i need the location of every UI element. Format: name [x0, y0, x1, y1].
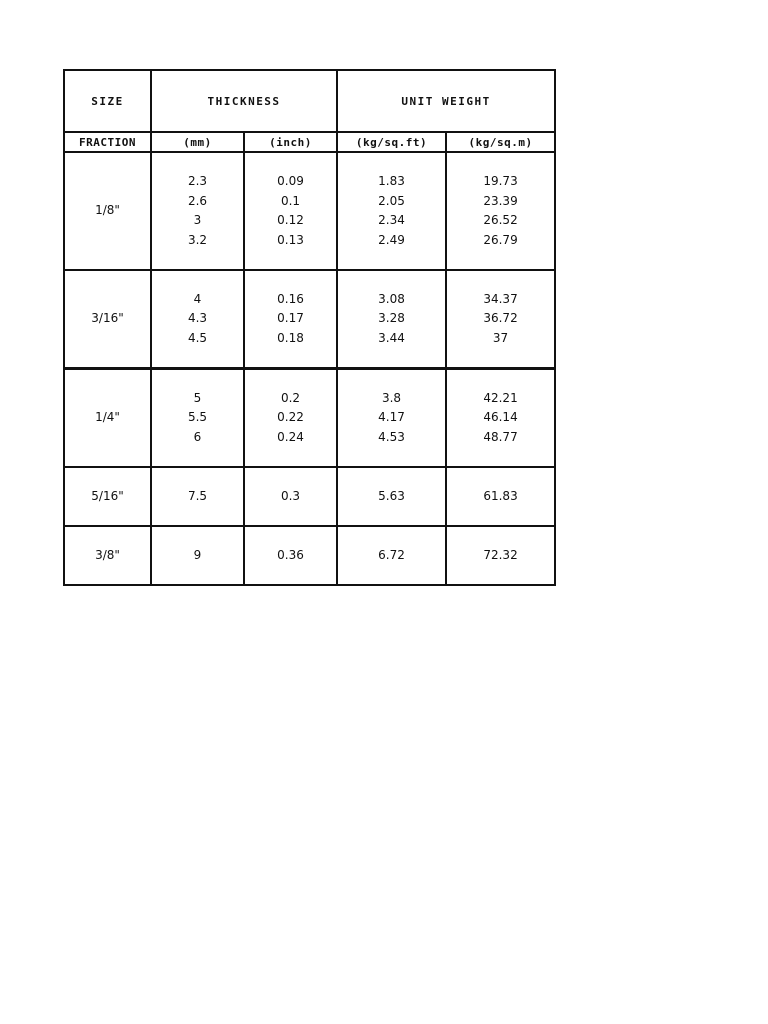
kg-sqft-value: 2.05 [378, 193, 405, 208]
kg-sqm-value: 26.79 [483, 232, 518, 247]
kg-sqft-value: 6.72 [378, 547, 405, 562]
table-row [64, 467, 555, 526]
mm-value: 4 [193, 291, 202, 306]
table-row [64, 152, 555, 270]
mm-value: 6 [193, 429, 202, 444]
inch-header: (inch) [244, 132, 337, 152]
inch-value: 0.2 [280, 390, 301, 405]
header-row-units [64, 132, 555, 152]
kg-sqft-value: 2.49 [378, 232, 405, 247]
inch-value: 0.09 [277, 174, 304, 188]
mm-header: (mm) [151, 132, 244, 152]
kg-sqm-value: 37 [492, 330, 509, 345]
kg-sqft-header: (kg/sq.ft) [337, 132, 446, 152]
inch-cell [244, 467, 337, 526]
kg-sqm-cell [446, 270, 555, 369]
size-group [64, 152, 555, 270]
fraction-header: FRACTION [64, 132, 151, 152]
inch-value: 0.24 [277, 429, 304, 444]
inch-value: 0.12 [277, 213, 304, 227]
mm-value: 3.2 [187, 232, 208, 247]
size-group [64, 270, 555, 369]
inch-value: 0.22 [277, 410, 304, 425]
mm-cell [151, 526, 244, 585]
inch-value: 0.16 [277, 291, 304, 306]
size-cell: 5/16" [64, 467, 151, 526]
thickness-weight-table [63, 69, 556, 586]
kg-sqm-value: 42.21 [483, 390, 518, 405]
mm-value: 2.3 [187, 174, 208, 188]
kg-sqft-cell [337, 369, 446, 468]
kg-sqm-value: 19.73 [483, 174, 518, 188]
size-cell: 3/8" [64, 526, 151, 585]
inch-value: 0.36 [277, 547, 304, 562]
size-cell: 1/4" [64, 369, 151, 468]
inch-value: 0.3 [280, 488, 301, 503]
inch-cell [244, 152, 337, 270]
kg-sqm-header: (kg/sq.m) [446, 132, 555, 152]
mm-value: 3 [193, 213, 202, 227]
kg-sqft-value: 2.34 [378, 213, 405, 227]
mm-value: 4.5 [187, 330, 208, 345]
unit-weight-header: UNIT WEIGHT [337, 70, 555, 132]
size-header: SIZE [64, 70, 151, 132]
size-group [64, 526, 555, 585]
mm-value: 5 [193, 390, 202, 405]
kg-sqft-value: 4.53 [378, 429, 405, 444]
inch-value: 0.13 [277, 232, 304, 247]
mm-cell [151, 152, 244, 270]
table-row [64, 270, 555, 369]
table-row [64, 369, 555, 468]
inch-cell [244, 270, 337, 369]
kg-sqft-value: 3.08 [378, 291, 405, 306]
size-cell: 1/8" [64, 152, 151, 270]
inch-value: 0.17 [277, 311, 304, 326]
kg-sqft-value: 5.63 [378, 488, 405, 503]
mm-value: 9 [193, 547, 202, 562]
inch-value: 0.18 [277, 330, 304, 345]
table-header [64, 70, 555, 152]
thickness-header: THICKNESS [151, 70, 337, 132]
kg-sqft-value: 3.8 [381, 390, 402, 405]
kg-sqm-cell [446, 467, 555, 526]
kg-sqm-value: 26.52 [483, 213, 518, 227]
kg-sqm-value: 36.72 [483, 311, 518, 326]
kg-sqft-cell [337, 152, 446, 270]
kg-sqft-value: 1.83 [378, 174, 405, 188]
header-row-main [64, 70, 555, 132]
size-group [64, 369, 555, 468]
kg-sqft-cell [337, 526, 446, 585]
kg-sqm-cell [446, 152, 555, 270]
kg-sqm-value: 61.83 [483, 488, 518, 503]
inch-value: 0.1 [280, 193, 301, 208]
kg-sqm-value: 46.14 [483, 410, 518, 425]
mm-value: 5.5 [187, 410, 208, 425]
mm-cell [151, 467, 244, 526]
mm-value: 7.5 [187, 488, 208, 503]
kg-sqft-cell [337, 270, 446, 369]
kg-sqft-value: 3.28 [378, 311, 405, 326]
kg-sqm-value: 23.39 [483, 193, 518, 208]
kg-sqm-cell [446, 369, 555, 468]
table-row [64, 526, 555, 585]
kg-sqft-value: 4.17 [378, 410, 405, 425]
kg-sqft-cell [337, 467, 446, 526]
size-group [64, 467, 555, 526]
kg-sqm-value: 72.32 [483, 547, 518, 562]
inch-cell [244, 526, 337, 585]
kg-sqm-cell [446, 526, 555, 585]
mm-value: 2.6 [187, 193, 208, 208]
mm-cell [151, 270, 244, 369]
mm-cell [151, 369, 244, 468]
mm-value: 4.3 [187, 311, 208, 326]
inch-cell [244, 369, 337, 468]
size-cell: 3/16" [64, 270, 151, 369]
kg-sqft-value: 3.44 [378, 330, 405, 345]
kg-sqm-value: 34.37 [483, 291, 518, 306]
kg-sqm-value: 48.77 [483, 429, 518, 444]
